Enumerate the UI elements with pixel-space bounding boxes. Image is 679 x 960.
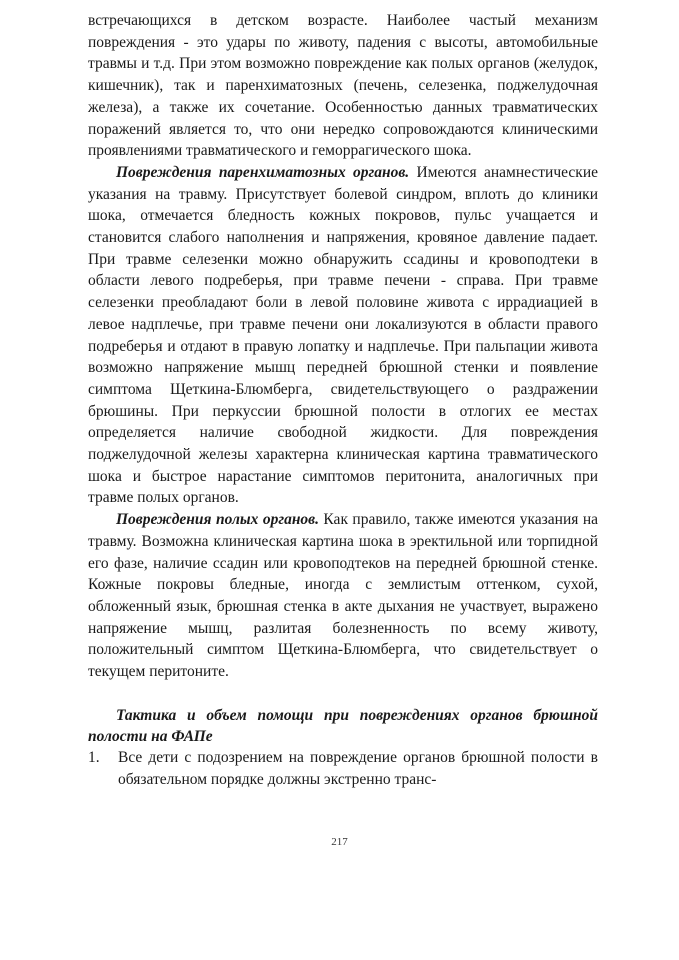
page-body [88, 10, 598, 790]
hollow-heading: Повреждения полых органов. [116, 511, 319, 529]
list-item [88, 747, 598, 790]
page-number: 217 [331, 836, 348, 848]
parenchymal-paragraph [88, 162, 598, 509]
list-item-number: 1. [88, 748, 100, 766]
section-heading: Тактика и объем помощи при повреждениях органов брюшной полости на ФАПе [88, 706, 598, 745]
parenchymal-heading: Повреждения паренхиматозных органов. [116, 163, 410, 181]
parenchymal-text: Имеются анамнестические указания на травму. Присутствует болевой синдром, вплоть до клиники шока, отмечается бледность кожных покровов, пульс учащается и становится слабого наполнения и напряжения, кровяное давление падает. При травме селезенки можно обнаружить ссадины и кровоподтеки в области левого подреберья, при травме печени - справа. При травме селезенки преобладают боли в левой половине живота с иррадиацией в левое надплечье, при травме печени они локализуются в области правого подреберья и отдают в правую лопатку и надплечье. При пальпации живота возможно напряжение мышц передней брюшной стенки и появление симптома Щеткина-Блюмберга, свидетельствующего о раздражении брюшины. При перкуссии брюшной полости в отлогих ее местах определяется наличие свободной жидкости. Для повреждения поджелудочной железы характерна клиническая картина травматического шока и быстрое нарастание симптомов перитонита, аналогичных при травме полых органов. [88, 163, 598, 507]
list-item-text: Все дети с подозрением на повреждение органов брюшной полости в обязательном порядке должны экстренно транс- [118, 748, 598, 788]
hollow-paragraph [88, 509, 598, 683]
intro-paragraph: встречающихся в детском возрасте. Наиболее частый механизм повреждения - это удары по животу, падения с высоты, автомобильные травмы и т.д. При этом возможно повреждение как полых органов (желудок, кишечник), так и паренхиматозных (печень, селезенка, поджелудочная железа), а также их сочетание. Особенностью данных травматических поражений является то, что они нередко сопровождаются клиническими проявлениями травматического и геморрагического шока. [88, 12, 598, 160]
hollow-text: Как правило, также имеются указания на травму. Возможна клиническая картина шока в эректильной или торпидной его фазе, наличие ссадин или кровоподтеков на передней брюшной стенке. Кожные покровы бледные, иногда с землистым оттенком, сухой, обложенный язык, брюшная стенка в акте дыхания не участвует, выражено напряжение мышц, разлитая болезненность по всему животу, положительный симптом Щеткина-Блюмберга, что свидетельствует о текущем перитоните. [88, 511, 598, 681]
